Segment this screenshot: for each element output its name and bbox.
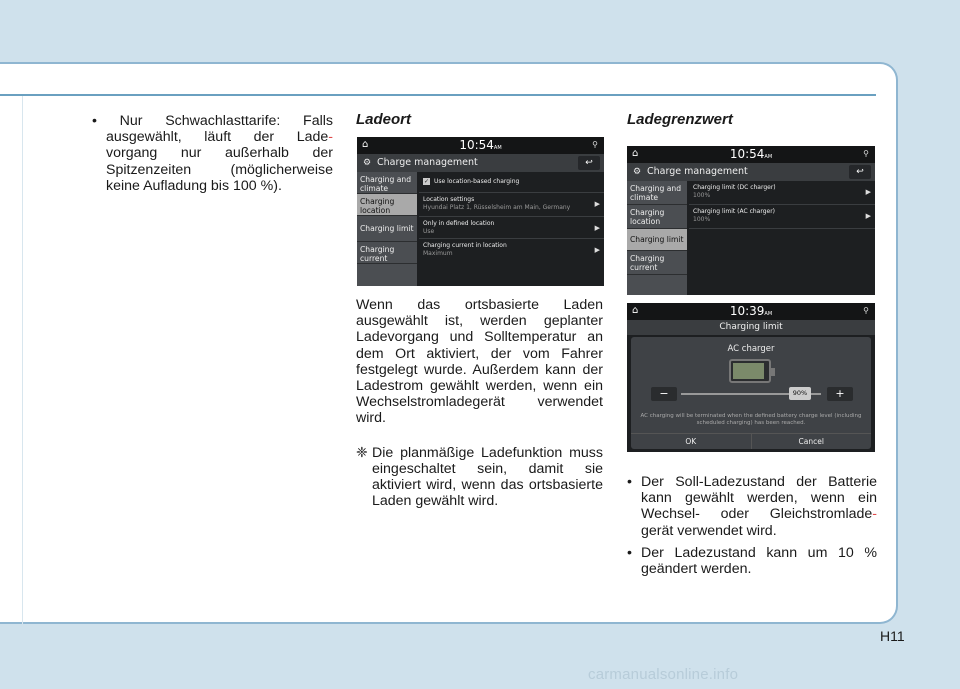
list-item[interactable]: Charging limit (DC charger) 100% ▶ — [689, 181, 875, 205]
title-bar — [357, 154, 604, 172]
popup-title: Charging limit — [627, 320, 875, 335]
list-item[interactable]: Charging limit (AC charger) 100% ▶ — [689, 205, 875, 229]
gear-icon: ⚙ — [633, 167, 642, 177]
cancel-button[interactable]: Cancel — [751, 434, 872, 449]
heading-ladeort: Ladeort — [356, 111, 412, 128]
note-text: Die planmäßige Ladefunktion muss eingeschaltet sein, damit sie aktiviert wird, wenn das ortsbasierte Laden gewählt wird. — [372, 444, 603, 510]
status-bar — [357, 137, 604, 154]
side-menu — [357, 172, 417, 286]
arrow-right-icon: ▶ — [594, 224, 600, 232]
watermark: carmanualsonline.info — [588, 666, 739, 683]
side-item-charging-limit[interactable]: Charging limit — [627, 229, 687, 251]
side-item-charging-current[interactable]: Charging current — [357, 242, 417, 264]
side-item-charging-limit[interactable]: Charging limit — [357, 216, 417, 242]
clock: 10:54AM — [729, 147, 773, 161]
back-icon[interactable]: ↩ — [849, 165, 871, 179]
note-symbol: ❈ — [356, 444, 368, 461]
list-item[interactable]: Location settings Hyundai Platz 1, Rüsselsheim am Main, Germany ▶ — [419, 193, 604, 217]
gear-icon: ⚙ — [363, 158, 372, 168]
settings-list — [689, 181, 875, 295]
screen-title: Charge management — [647, 166, 748, 177]
left-rule — [22, 96, 23, 624]
screenshot-charging-limit-ac — [627, 303, 875, 452]
bullet-line-5: keine Aufladung bis 100 %). — [106, 177, 282, 194]
battery-fill — [733, 363, 764, 379]
top-rule — [0, 94, 876, 96]
side-item-charging-climate[interactable]: Charging and climate — [357, 172, 417, 194]
home-icon: ⌂ — [362, 139, 369, 150]
arrow-right-icon: ▶ — [594, 246, 600, 254]
column-3-text — [627, 460, 877, 577]
side-item-charging-location[interactable]: Charging location — [627, 205, 687, 229]
battery-icon — [729, 359, 771, 383]
clock: 10:54AM — [459, 138, 502, 152]
bullet-line-3: vorgang nur außerhalb der — [106, 145, 333, 162]
percent-value: 90% — [789, 387, 811, 400]
status-icon: ⚲ — [863, 306, 869, 315]
charger-label: AC charger — [727, 344, 775, 354]
screenshot-charge-management-limit — [627, 146, 875, 295]
back-icon[interactable]: ↩ — [578, 156, 600, 170]
charging-limit-panel — [631, 337, 871, 449]
checkbox-icon[interactable]: ✓ — [423, 178, 430, 185]
screen-title: Charge management — [377, 157, 478, 168]
decrease-button[interactable]: − — [651, 387, 677, 401]
clock: 10:39AM — [729, 304, 773, 318]
increase-button[interactable]: + — [827, 387, 853, 401]
status-icon: ⚲ — [592, 140, 598, 149]
status-bar — [627, 146, 875, 163]
side-item-charging-current[interactable]: Charging current — [627, 251, 687, 275]
list-item[interactable]: ✓ Use location-based charging — [419, 172, 604, 193]
ok-button[interactable]: OK — [685, 437, 697, 446]
bullet-line-1: • Nur Schwachlasttarife: Falls — [92, 113, 333, 129]
title-bar — [627, 163, 875, 181]
arrow-right-icon: ▶ — [594, 200, 600, 208]
list-item[interactable]: Only in defined location Use ▶ — [419, 217, 604, 239]
status-bar — [627, 303, 875, 320]
screenshot-charge-management-location — [357, 137, 604, 286]
info-message: AC charging will be terminated when the defined battery charge level (including scheduled charging) has been reached. — [640, 413, 862, 426]
arrow-right-icon: ▶ — [865, 188, 871, 196]
list-item[interactable]: Charging current in location Maximum ▶ — [423, 242, 600, 257]
paragraph-location: Wenn das ortsbasierte Laden ausgewählt ist, werden geplanter Ladevorgang und Solltemperatur an dem Ort aktiviert, der vom Fahrer festgelegt wurde. Außerdem kann der Ladestrom gewählt werden, wenn ein Wechselstromladegerät verwendet wird. — [356, 297, 603, 427]
heading-ladegrenzwert: Ladegrenzwert — [627, 111, 733, 128]
home-icon: ⌂ — [632, 305, 639, 316]
dialog-buttons — [631, 433, 871, 449]
bullet-soc-target: • Der Soll-Ladezustand der Batterie kann gewählt werden, wenn ein Wechsel- oder Gleichstromlade- gerät verwendet wird. — [627, 474, 877, 539]
offpeak-bullet — [92, 113, 333, 194]
column-1 — [92, 113, 333, 194]
column-3 — [627, 112, 877, 142]
page-number: H11 — [880, 628, 905, 644]
settings-list — [419, 172, 604, 286]
note — [356, 445, 603, 510]
side-item-charging-climate[interactable]: Charging and climate — [627, 181, 687, 205]
home-icon: ⌂ — [632, 148, 639, 159]
bullet-line-4: Spitzenzeiten (möglicherweise — [106, 161, 333, 178]
arrow-right-icon: ▶ — [865, 212, 871, 220]
status-icon: ⚲ — [863, 149, 869, 158]
column-2-text — [356, 297, 603, 509]
bullet-line-2: ausgewählt, läuft der Lade- — [106, 129, 333, 146]
bullet-soc-step: • Der Ladezustand kann um 10 % geändert werden. — [627, 544, 877, 578]
side-menu — [627, 181, 687, 295]
side-item-charging-location[interactable]: Charging location — [357, 194, 417, 216]
